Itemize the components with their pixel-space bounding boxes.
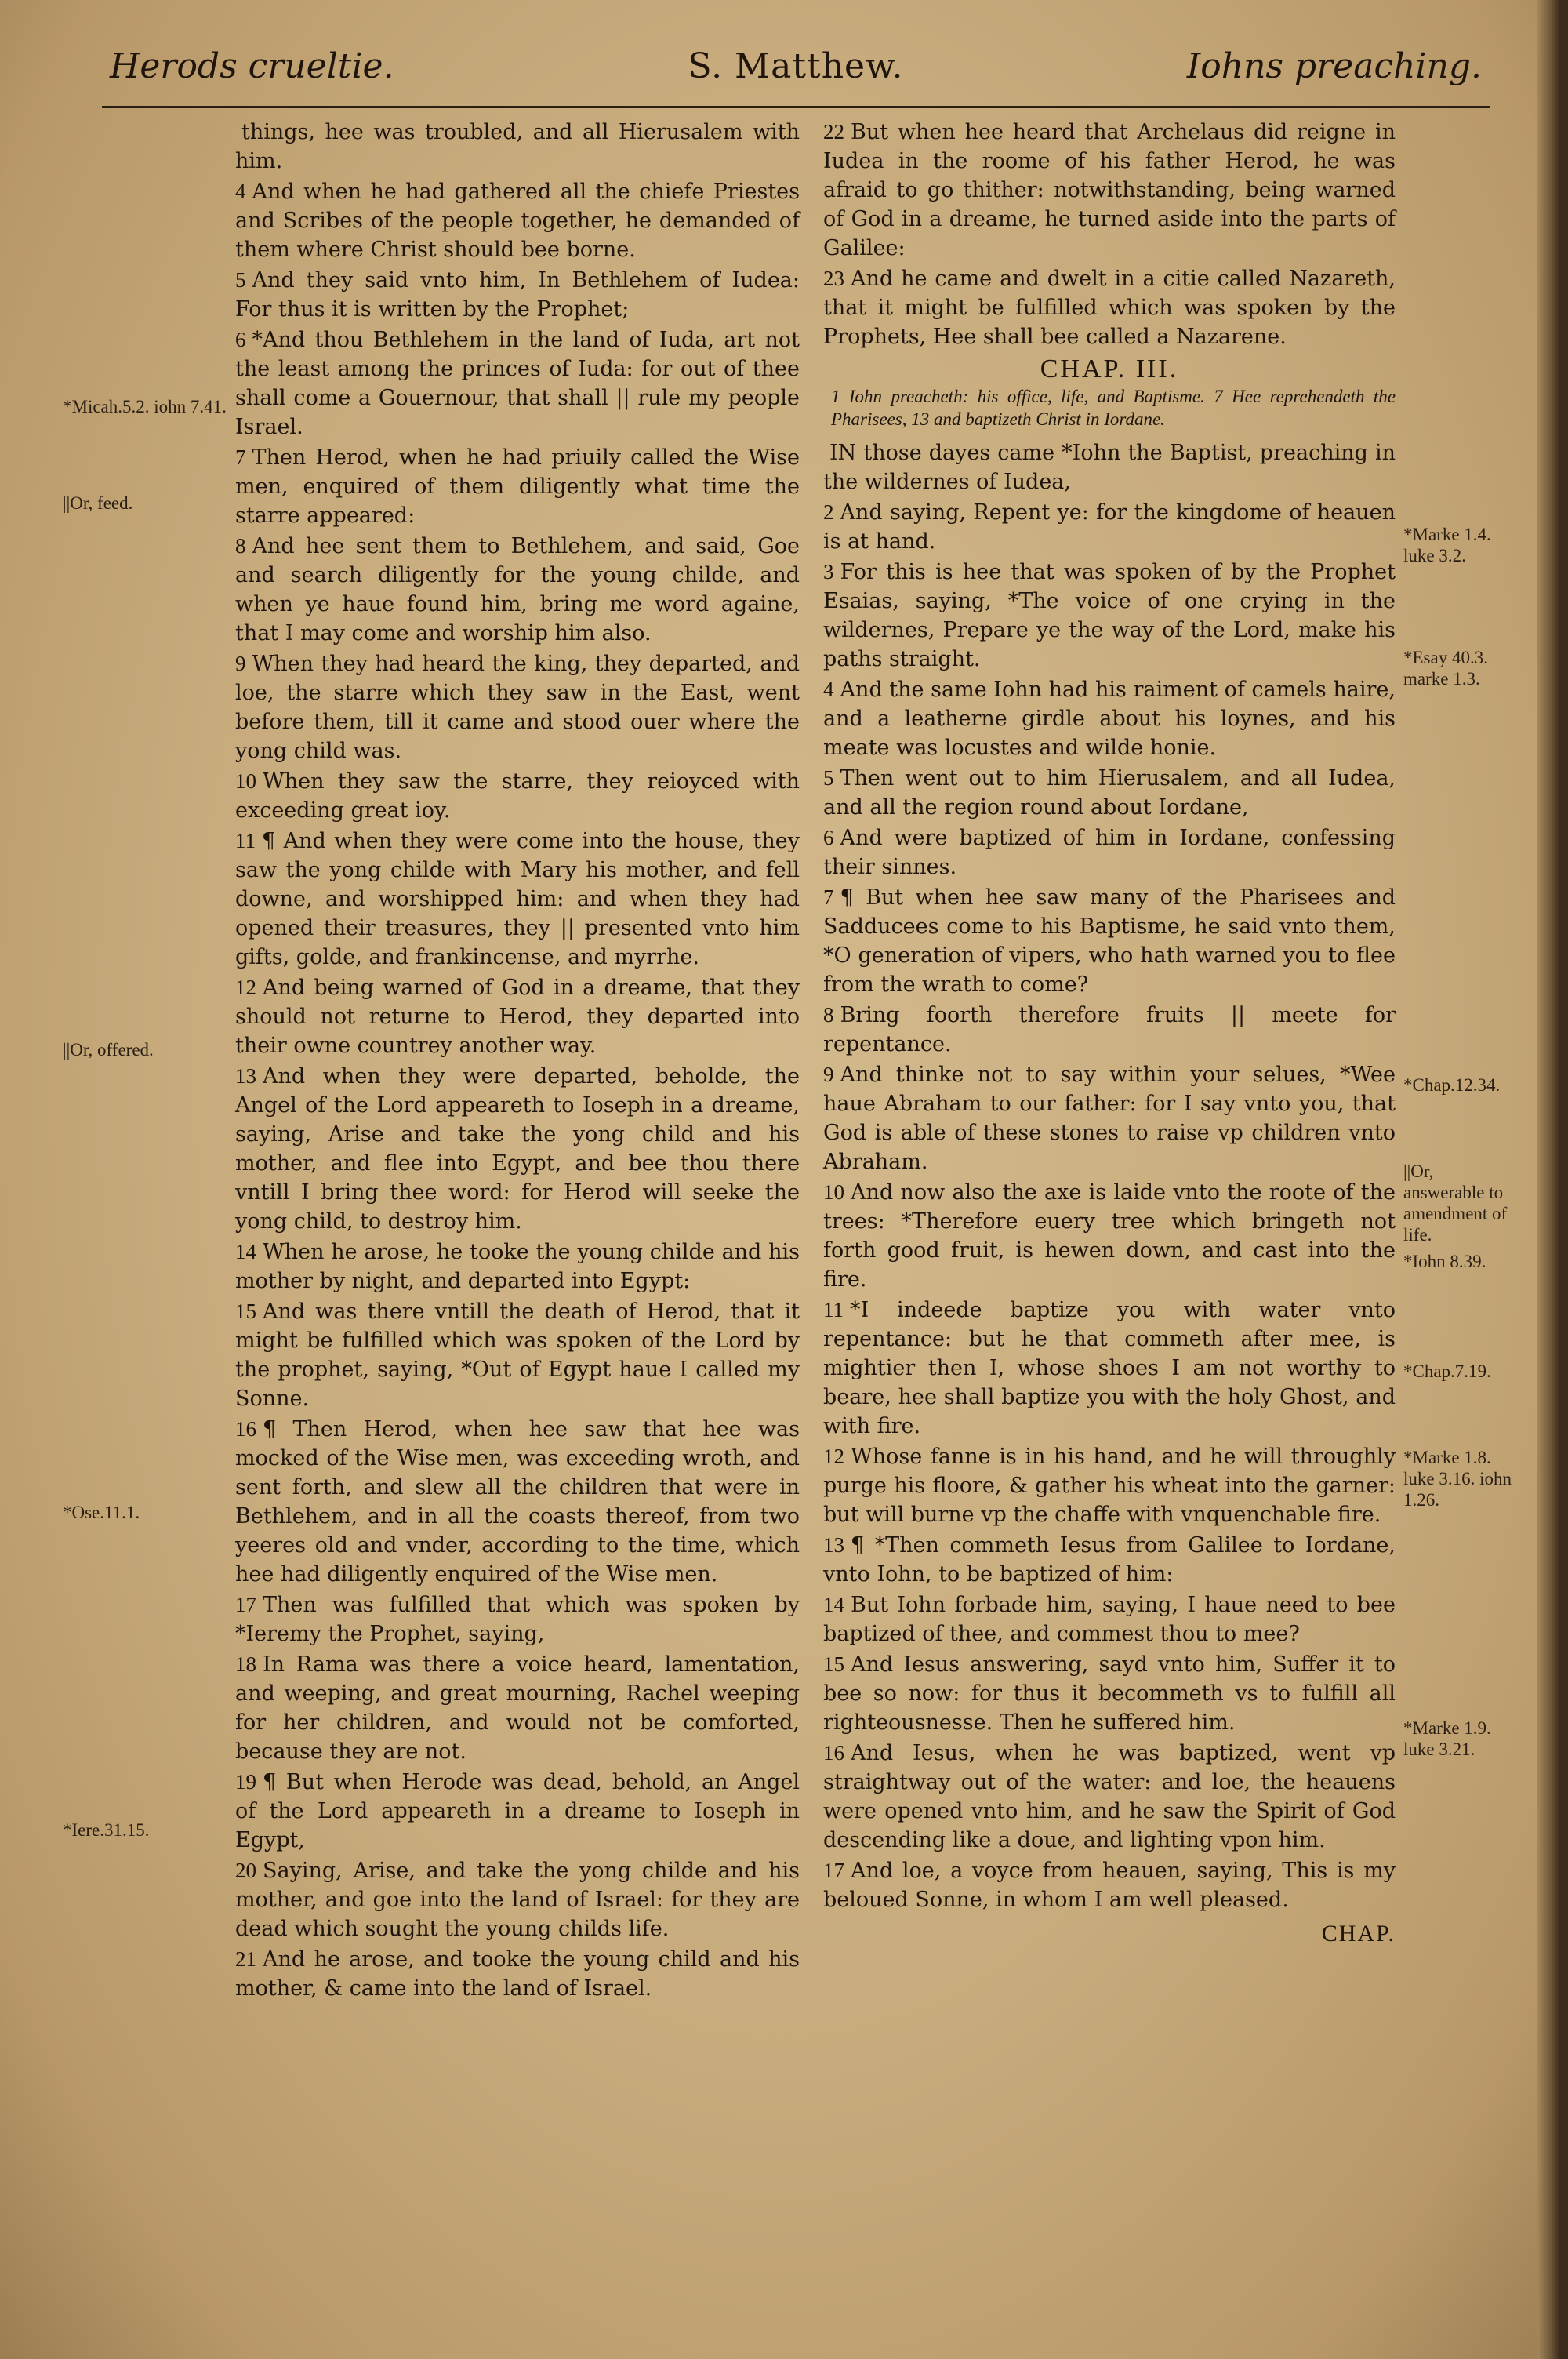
margin-note-right: *Iohn 8.39. <box>1403 1252 1486 1271</box>
right-text-column <box>823 118 1396 1948</box>
header-right: Iohns preaching. <box>1186 46 1482 86</box>
verse: 8 And hee sent them to Bethlehem, and said, Goe and search diligently for the young childe, and when ye haue found him, bring me word againe, that I may come and worship him also. <box>235 534 800 645</box>
verse: 23 And he came and dwelt in a citie called Nazareth, that it might be fulfilled which was spoken by the Prophets, Hee shall bee called a Nazarene. <box>823 267 1396 349</box>
verse: 5 And they said vnto him, In Bethlehem of Iudea: For thus it is written by the Prophet; <box>235 268 800 322</box>
verse: 5 Then went out to him Hierusalem, and all Iudea, and all the region round about Iordane, <box>823 766 1396 820</box>
verse: 8 Bring foorth therefore fruits || meete for repentance. <box>823 1003 1396 1056</box>
verse: 6 *And thou Bethlehem in the land of Iuda, art not the least among the princes of Iuda: for out of thee shall come a Gouernour, that shall || rule my people Israel. <box>235 328 800 439</box>
margin-note-right: *Marke 1.8. luke 3.16. iohn 1.26. <box>1403 1448 1512 1510</box>
verse: 4 And the same Iohn had his raiment of camels haire, and a leatherne girdle about his loynes, and his meate was locustes and wilde honie. <box>823 678 1396 760</box>
margin-note-right: *Esay 40.3. marke 1.3. <box>1403 648 1488 689</box>
margin-note-left: *Ose.11.1. <box>63 1503 140 1522</box>
verse: IN those dayes came *Iohn the Baptist, preaching in the wildernes of Iudea, <box>823 441 1396 494</box>
verse: 11 *I indeede baptize you with water vnto repentance: but he that commeth after mee, is mightier then I, whose shoes I am not worthy to beare, hee shall baptize you with the holy Ghost, and with fire. <box>823 1298 1396 1438</box>
verse: 9 And thinke not to say within your selues, *Wee haue Abraham to our father: for I say vnto you, that God is able of these stones to raise vp children vnto Abraham. <box>823 1063 1396 1174</box>
margin-note-right: ||Or, answerable to amendment of life. <box>1403 1161 1508 1245</box>
verse: 19 ¶ But when Herode was dead, behold, an Angel of the Lord appeareth in a dreame to Ioseph in Egypt, <box>235 1770 800 1852</box>
margin-note-right: *Chap.12.34. <box>1403 1075 1501 1095</box>
catchword: CHAP. <box>1321 1921 1396 1946</box>
verse: 10 And now also the axe is laide vnto the roote of the trees: *Therefore euery tree which bringeth not forth good fruit, is hewen down, and cast into the fire. <box>823 1180 1396 1292</box>
verse: 14 When he arose, he tooke the young childe and his mother by night, and departed into Egypt: <box>235 1240 800 1293</box>
verse: 22 But when hee heard that Archelaus did reigne in Iudea in the roome of his father Herod, he was afraid to go thither: notwithstanding, being warned of God in a dreame, he turned aside into the parts of Galilee: <box>823 120 1396 260</box>
verse: things, hee was troubled, and all Hierusalem with him. <box>235 120 800 173</box>
verse: 13 And when they were departed, beholde, the Angel of the Lord appeareth to Ioseph in a dreame, saying, Arise and take the yong child and his mother, and flee into Egypt, and bee thou there vntill I bring thee word: for Herod will seeke the yong child, to destroy him. <box>235 1064 800 1234</box>
verse: 6 And were baptized of him in Iordane, confessing their sinnes. <box>823 826 1396 879</box>
verse: 20 Saying, Arise, and take the yong childe and his mother, and goe into the land of Israel: for they are dead which sought the young childs life. <box>235 1859 800 1941</box>
verse: 4 And when he had gathered all the chiefe Priestes and Scribes of the people together, he demanded of them where Christ should bee borne. <box>235 180 800 262</box>
margin-note-right: *Marke 1.9. luke 3.21. <box>1403 1718 1491 1759</box>
verse: 7 Then Herod, when he had priuily called the Wise men, enquired of them diligently what time the starre appeared: <box>235 445 800 528</box>
verse: 10 When they saw the starre, they reioyced with exceeding great ioy. <box>235 769 800 823</box>
running-header <box>102 43 1490 108</box>
header-center: S. Matthew. <box>688 46 904 86</box>
verse: 12 And being warned of God in a dreame, that they should not returne to Herod, they departed into their owne countrey another way. <box>235 976 800 1058</box>
verse: 2 And saying, Repent ye: for the kingdome of heauen is at hand. <box>823 500 1396 554</box>
margin-note-left: ||Or, offered. <box>63 1040 154 1060</box>
verse: 17 And loe, a voyce from heauen, saying, This is my beloued Sonne, in whom I am well pleased. <box>823 1859 1396 1912</box>
verse: 9 When they had heard the king, they departed, and loe, the starre which they saw in the East, went before them, till it came and stood ouer where the yong child was. <box>235 652 800 763</box>
verse: 13 ¶ *Then commeth Iesus from Galilee to Iordane, vnto Iohn, to be baptized of him: <box>823 1533 1396 1587</box>
verse: 15 And was there vntill the death of Herod, that it might be fulfilled which was spoken of the Lord by the prophet, saying, *Out of Egypt haue I called my Sonne. <box>235 1299 800 1411</box>
verse: 15 And Iesus answering, sayd vnto him, Suffer it to bee so now: for thus it becommeth vs to fulfill all righteousnesse. Then he suffered him. <box>823 1652 1396 1735</box>
margin-note-right: *Marke 1.4. luke 3.2. <box>1403 525 1491 565</box>
margin-note-left: ||Or, feed. <box>63 493 133 513</box>
margin-note-right: *Chap.7.19. <box>1403 1361 1491 1381</box>
left-text-column <box>235 118 800 2005</box>
margin-note-left: *Iere.31.15. <box>63 1820 150 1840</box>
verse: 16 ¶ Then Herod, when hee saw that hee was mocked of the Wise men, was exceeding wroth, and sent forth, and slew all the children that were in Bethlehem, and in all the coasts thereof, from two yeeres old and vnder, according to the time, which hee had diligently enquired of the Wise men. <box>235 1417 800 1587</box>
margin-note-left: *Micah.5.2. iohn 7.41. <box>63 397 227 416</box>
verse: 16 And Iesus, when he was baptized, went vp straightway out of the water: and loe, the heauens were opened vnto him, and he saw the Spirit of God descending like a doue, and lighting vpon him. <box>823 1741 1396 1852</box>
verse: 7 ¶ But when hee saw many of the Pharisees and Sadducees come to his Baptisme, he said vnto them, *O generation of vipers, who hath warned you to flee from the wrath to come? <box>823 885 1396 997</box>
verse: 3 For this is hee that was spoken of by the Prophet Esaias, saying, *The voice of one crying in the wildernes, Prepare ye the way of the Lord, make his paths straight. <box>823 560 1396 671</box>
page-edge <box>1537 0 1560 2359</box>
verse: 12 Whose fanne is in his hand, and he will throughly purge his floore, & gather his wheat into the garner: but will burne vp the chaffe with vnquenchable fire. <box>823 1445 1396 1527</box>
verse: 18 In Rama was there a voice heard, lamentation, and weeping, and great mourning, Rachel weeping for her children, and would not be comforted, because they are not. <box>235 1652 800 1764</box>
chapter-summary: 1 Iohn preacheth: his office, life, and Baptisme. 7 Hee reprehendeth the Pharisees, 13 and baptizeth Christ in Iordane. <box>831 387 1396 429</box>
verse: 11 ¶ And when they were come into the house, they saw the yong childe with Mary his mother, and fell downe, and worshipped him: and when they had opened their treasures, they || presented vnto him gifts, golde, and frankincense, and myrrhe. <box>235 829 800 969</box>
verse: 17 Then was fulfilled that which was spoken by *Ieremy the Prophet, saying, <box>235 1593 800 1646</box>
chapter-heading: CHAP. III. <box>1040 354 1179 383</box>
verse: 14 But Iohn forbade him, saying, I haue need to bee baptized of thee, and commest thou to mee? <box>823 1593 1396 1646</box>
verse: 21 And he arose, and tooke the young child and his mother, & came into the land of Israel. <box>235 1947 800 2001</box>
header-left: Herods crueltie. <box>110 46 394 86</box>
